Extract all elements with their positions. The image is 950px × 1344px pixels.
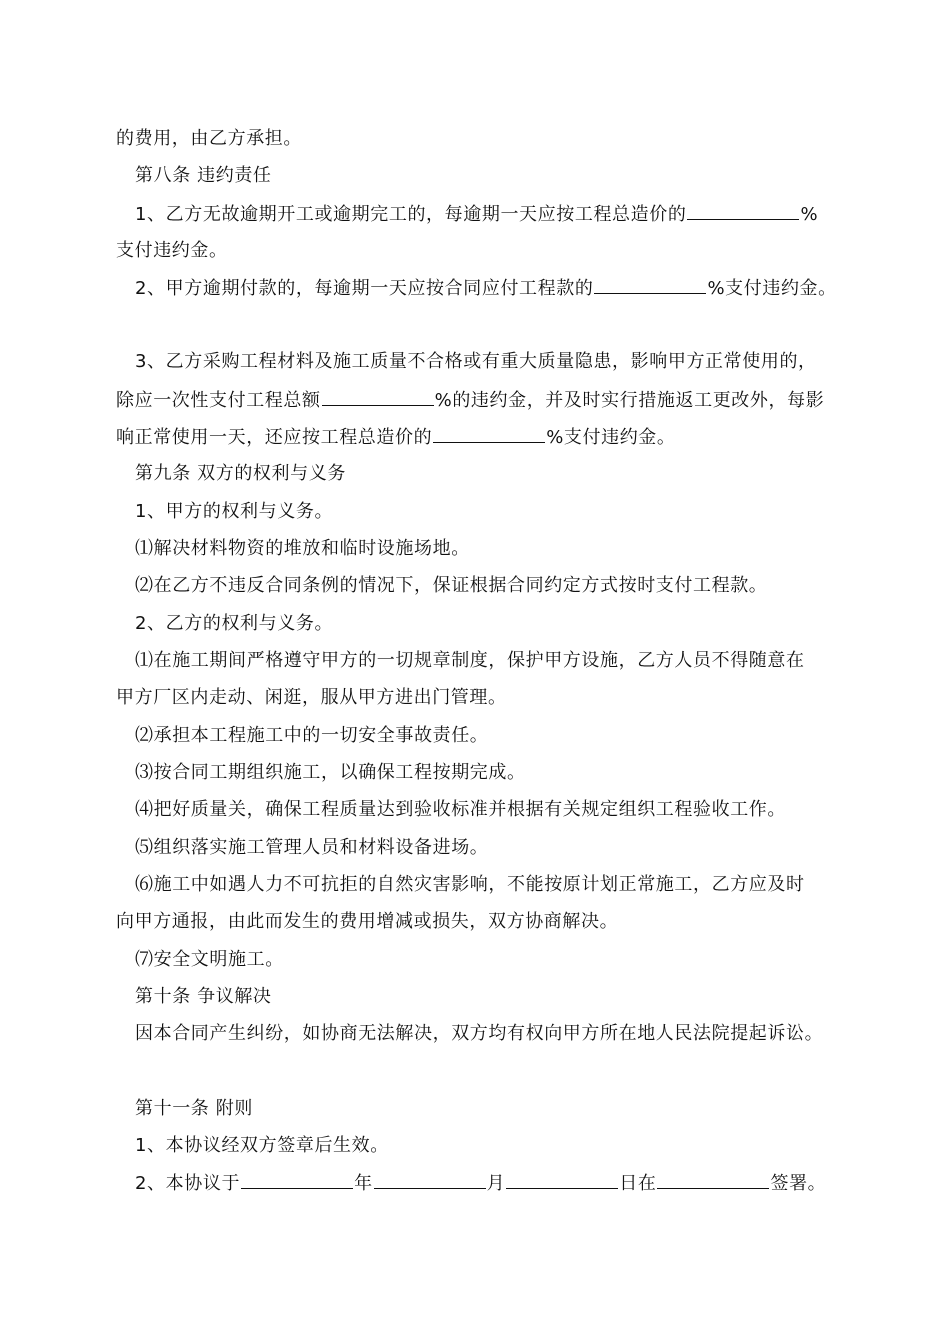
text-line: ⑷把好质量关，确保工程质量达到验收标准并根据有关规定组织工程验收工作。 — [135, 799, 786, 820]
text-line: ⑸组织落实施工管理人员和材料设备进场。 — [135, 837, 489, 858]
year-blank — [241, 1171, 353, 1189]
text-line: ⑵在乙方不违反合同条例的情况下，保证根据合同约定方式按时支付工程款。 — [135, 575, 768, 596]
text-line: ⑶按合同工期组织施工，以确保工程按期完成。 — [135, 762, 526, 783]
signature-date-line: 2、本协议于 年 月 日在 签署。 — [135, 1173, 827, 1194]
text-line: 2、乙方的权利与义务。 — [135, 613, 334, 634]
blank-field — [594, 276, 706, 294]
blank-field — [433, 425, 545, 443]
article-9-heading: 第九条 双方的权利与义务 — [135, 463, 346, 484]
text-line: 1、乙方无故逾期开工或逾期完工的，每逾期一天应按工程总造价的 % — [135, 204, 819, 225]
text-line: 1、甲方的权利与义务。 — [135, 501, 334, 522]
article-11-heading: 第十一条 附则 — [135, 1098, 253, 1119]
text-line: 3、乙方采购工程材料及施工质量不合格或有重大质量隐患，影响甲方正常使用的， — [135, 351, 817, 372]
month-blank — [374, 1171, 486, 1189]
day-blank — [506, 1171, 618, 1189]
text-line: 因本合同产生纠纷，如协商无法解决，双方均有权向甲方所在地人民法院提起诉讼。 — [135, 1023, 824, 1044]
text-line: ⑴在施工期间严格遵守甲方的一切规章制度，保护甲方设施，乙方人员不得随意在 — [135, 650, 805, 671]
text-line: 1、本协议经双方签章后生效。 — [135, 1135, 389, 1156]
text-line: 向甲方通报，由此而发生的费用增减或损失，双方协商解决。 — [116, 911, 619, 932]
blank-field — [322, 388, 434, 406]
place-blank — [657, 1171, 769, 1189]
text-line: 2、甲方逾期付款的，每逾期一天应按合同应付工程款的 %支付违约金。 — [135, 278, 837, 299]
text-line: ⑴解决材料物资的堆放和临时设施场地。 — [135, 538, 470, 559]
text-line: 支付违约金。 — [116, 240, 228, 261]
article-8-heading: 第八条 违约责任 — [135, 165, 272, 186]
text-line: 除应一次性支付工程总额 %的违约金，并及时实行措施返工更改外，每影 — [116, 390, 825, 411]
text-line: ⑺安全文明施工。 — [135, 949, 284, 970]
text-line: 甲方厂区内走动、闲逛，服从甲方进出门管理。 — [116, 687, 507, 708]
text-line: 的费用，由乙方承担。 — [116, 128, 302, 149]
text-line: 响正常使用一天，还应按工程总造价的 %支付违约金。 — [116, 427, 676, 448]
article-10-heading: 第十条 争议解决 — [135, 986, 272, 1007]
text-line: ⑹施工中如遇人力不可抗拒的自然灾害影响，不能按原计划正常施工，乙方应及时 — [135, 874, 805, 895]
text-line: ⑵承担本工程施工中的一切安全事故责任。 — [135, 725, 489, 746]
blank-field — [687, 202, 799, 220]
